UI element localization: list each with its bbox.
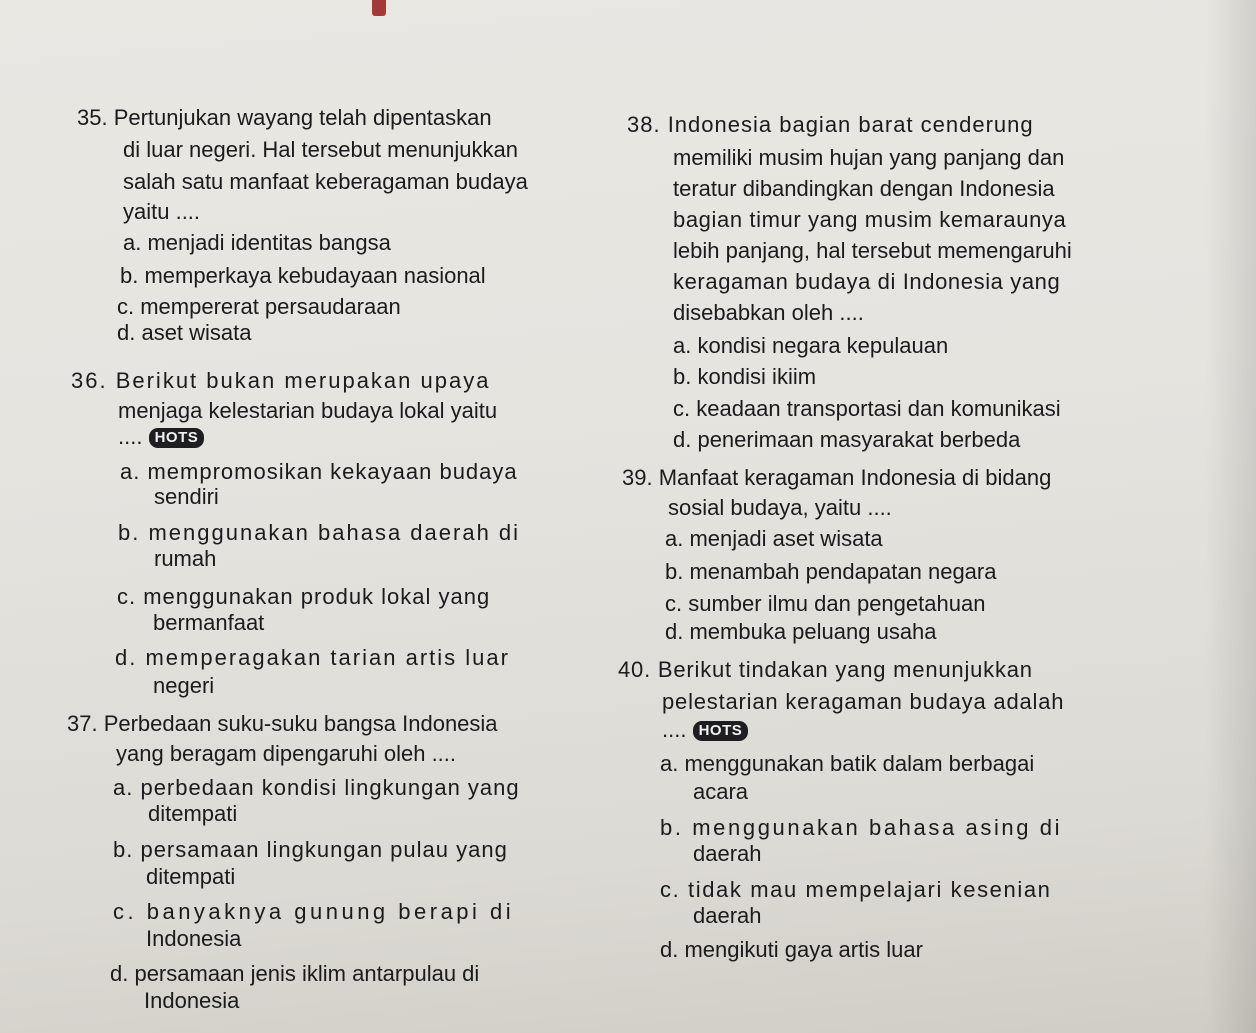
- option-37-a-line-1: a. perbedaan kondisi lingkungan yang: [113, 775, 520, 800]
- option-40-b-line-1: b. menggunakan bahasa asing di: [660, 815, 1063, 840]
- option-40-c-line-2: daerah: [693, 903, 762, 928]
- question-40-line-1: 40. Berikut tindakan yang menunjukkan: [618, 657, 1033, 682]
- question-35-line-4: yaitu ....: [123, 199, 201, 224]
- question-36-line-2: menjaga kelestarian budaya lokal yaitu: [118, 398, 498, 423]
- option-38-a: a. kondisi negara kepulauan: [673, 333, 949, 358]
- option-37-d-line-2: Indonesia: [144, 988, 240, 1013]
- question-39-line-1: 39. Manfaat keragaman Indonesia di bidang: [622, 465, 1052, 490]
- question-37-line-1: 37. Perbedaan suku-suku bangsa Indonesia: [67, 711, 498, 736]
- option-35-b: b. memperkaya kebudayaan nasional: [120, 263, 486, 288]
- option-35-a: a. menjadi identitas bangsa: [123, 230, 391, 255]
- option-37-d-line-1: d. persamaan jenis iklim antarpulau di: [110, 961, 480, 986]
- option-36-b-line-1: b. menggunakan bahasa daerah di: [118, 520, 521, 545]
- question-40-line-2: pelestarian keragaman budaya adalah: [662, 689, 1065, 714]
- question-40-line-3: [662, 717, 748, 743]
- question-38-line-2: memiliki musim hujan yang panjang dan: [673, 145, 1065, 170]
- option-36-c-line-2: bermanfaat: [153, 610, 265, 635]
- option-40-d: d. mengikuti gaya artis luar: [660, 937, 923, 962]
- hots-badge: HOTS: [149, 428, 205, 448]
- hots-badge: HOTS: [693, 721, 749, 741]
- question-38-line-1: 38. Indonesia bagian barat cenderung: [627, 112, 1034, 137]
- option-39-d: d. membuka peluang usaha: [665, 619, 937, 644]
- question-37-line-2: yang beragam dipengaruhi oleh ....: [116, 741, 457, 766]
- question-36-line-1: 36. Berikut bukan merupakan upaya: [71, 368, 491, 393]
- option-36-b-line-2: rumah: [154, 546, 217, 571]
- option-36-a-line-1: a. mempromosikan kekayaan budaya: [120, 459, 518, 484]
- option-38-d: d. penerimaan masyarakat berbeda: [673, 427, 1021, 452]
- option-39-a: a. menjadi aset wisata: [665, 526, 883, 551]
- question-35-line-2: di luar negeri. Hal tersebut menunjukkan: [123, 137, 519, 162]
- page-edge-shadow: [1205, 0, 1256, 1033]
- option-37-c-line-2: Indonesia: [146, 926, 242, 951]
- option-38-c: c. keadaan transportasi dan komunikasi: [673, 396, 1061, 421]
- question-39-line-2: sosial budaya, yaitu ....: [668, 495, 892, 520]
- option-39-b: b. menambah pendapatan negara: [665, 559, 997, 584]
- question-38-line-5: lebih panjang, hal tersebut memengaruhi: [673, 238, 1072, 263]
- option-37-c-line-1: c. banyaknya gunung berapi di: [113, 899, 515, 924]
- option-40-b-line-2: daerah: [693, 841, 762, 866]
- option-36-c-line-1: c. menggunakan produk lokal yang: [117, 584, 491, 609]
- option-36-d-line-1: d. memperagakan tarian artis luar: [115, 645, 510, 670]
- option-35-c: c. mempererat persaudaraan: [117, 294, 401, 319]
- question-38-line-6: keragaman budaya di Indonesia yang: [673, 269, 1061, 294]
- option-35-d: d. aset wisata: [117, 320, 252, 345]
- option-40-a-line-1: a. menggunakan batik dalam berbagai: [660, 751, 1035, 776]
- question-40-ellipsis: ....: [662, 717, 687, 742]
- option-38-b: b. kondisi ikiim: [673, 364, 817, 389]
- question-38-line-3: teratur dibandingkan dengan Indonesia: [673, 176, 1055, 201]
- option-36-d-line-2: negeri: [153, 673, 215, 698]
- question-38-line-4: bagian timur yang musim kemaraunya: [673, 207, 1067, 232]
- binding-mark: [372, 0, 386, 16]
- option-39-c: c. sumber ilmu dan pengetahuan: [665, 591, 986, 616]
- option-37-b-line-2: ditempati: [146, 864, 236, 889]
- option-36-a-line-2: sendiri: [154, 484, 219, 509]
- option-37-a-line-2: ditempati: [148, 801, 238, 826]
- question-36-ellipsis: ....: [118, 424, 143, 449]
- question-38-line-7: disebabkan oleh ....: [673, 300, 864, 325]
- question-35-line-1: 35. Pertunjukan wayang telah dipentaskan: [77, 105, 492, 130]
- question-36-line-3: [118, 424, 204, 450]
- option-37-b-line-1: b. persamaan lingkungan pulau yang: [113, 837, 508, 862]
- option-40-a-line-2: acara: [693, 779, 749, 804]
- question-35-line-3: salah satu manfaat keberagaman budaya: [123, 169, 528, 194]
- option-40-c-line-1: c. tidak mau mempelajari kesenian: [660, 877, 1052, 902]
